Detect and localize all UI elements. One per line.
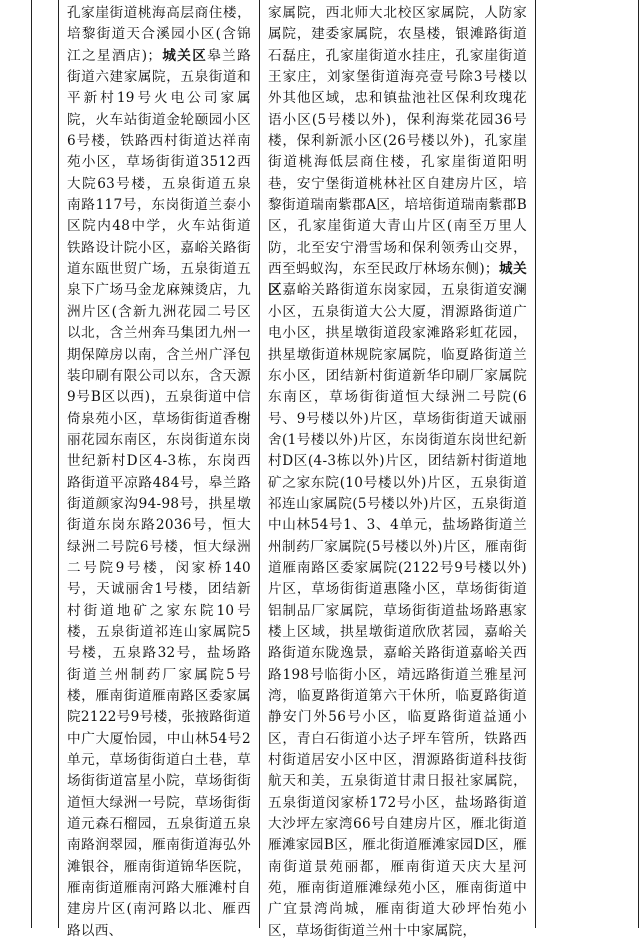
district-heading: 城关区: [161, 47, 208, 64]
table-border: [535, 0, 536, 928]
left-cell-part2: 皋兰路街道六建家属院，五泉街道和平新村19号火电公司家属院，火车站街道金轮颐园小区6号楼，铁路西村街道达祥南苑小区，草场街街道3512西大院63号楼，五泉街道五泉南路117号，东岗街道兰泰小区院内48中学，火车站街道铁路设计院小区，嘉峪关路街道东瓯世贸广场，五泉街道五泉下广场马金龙麻辣烫店，九洲片区(含新九洲花园二号区以北，含兰州奔马集团九州一期保障房以南，含兰州广泽包装印刷有限公司以东，含天源9号B区以西)，五泉街道中信倚泉苑小区，草场街街道香榭丽花园东南区，东岗街道东岗世纪新村D区4-3栋，东岗西路街道平凉路484号，皋兰路街道颜家沟94-98号，拱星墩街道东岗东路2036号，恒大绿洲二号院6号楼，恒大绿洲二号院9号楼，闵家桥140号，天诚丽舍1号楼，团结新村街道地矿之家东院10号楼，五泉街道祁连山家属院5号楼，五泉路32号，盐场路街道兰州制药厂家属院5号楼，雁南街道雁南路区委家属院2122号9号楼，张掖路街道中广大厦怡园，中山林54号2单元，草场街街道白土巷，草场街街道富星小院，草场街街道恒大绿洲一号院，草场街街道元森石榴园，五泉街道五泉南路润翠园，雁南街道海弘外滩银谷，雁南街道锦华医院，雁南街道雁南河路大雁滩村自建房片区(南河路以北、雁西路以西、: [67, 47, 251, 939]
left-cell-text: [67, 3, 251, 942]
table-border: [259, 0, 260, 928]
district-heading: 城关区: [268, 261, 527, 299]
table-border: [638, 0, 639, 928]
left-cell: [59, 0, 258, 939]
right-cell-part2: 嘉峪关路街道东岗家园，五泉街道安澜小区，五泉街道大公大厦，渭源路街道广电小区，拱星墩街道段家滩路彩虹花园，拱星墩街道林规院家属院，临夏路街道兰东小区，团结新村街道新华印刷厂家属院东南区，草场街街道恒大绿洲二号院(6号、9号楼以外)片区，草场街街道天诚丽舍(1号楼以外)片区，东岗街道东岗世纪新村D区(4-3栋以外)片区，团结新村街道地矿之家东院(10号楼以外)片区，五泉街道祁连山家属院(5号楼以外)片区，五泉街道中山林54号1、3、4单元，盐场路街道兰州制药厂家属院(5号楼以外)片区，雁南街道雁南路区委家属院(2122号9号楼以外)片区，草场街街道惠隆小区，草场街街道铝制品厂家属院，草场街街道盐场路惠家楼上区域，拱星墩街道欣欣茗园，嘉峪关路街道东陇逸景，嘉峪关路街道嘉峪关西路198号临街小区，靖远路街道兰雅星河湾，临夏路街道第六干休所，临夏路街道静安门外56号小区，临夏路街道益通小区，青白石街道小达子坪车管所，铁路西村街道居安小区中区，渭源路街道科技街航天和美，五泉街道甘肃日报社家属院，五泉街道闵家桥172号小区，盐场路街道大沙坪左家湾66号自建房片区，雁北街道雁滩家园B区，雁北街道雁滩家园D区，雁南街道景苑丽都，雁南街道天庆大星河苑，雁南街道雁滩绿苑小区，雁南街道中广宜景湾尚城，雁南街道大砂坪怡苑小区，草场街街道兰州十中家属院，: [268, 282, 527, 939]
right-cell: [261, 0, 533, 939]
table-border: [31, 0, 32, 928]
left-cell-part1: 孔家崖街道桃海高层商住楼，培黎街道天合溪园小区(含锦江之星酒店)；: [67, 5, 251, 64]
right-cell-text: [268, 3, 527, 942]
right-cell-part1: 家属院，西北师大北校区家属院，人防家属院，建委家属院，农垦楼，银滩路街道石磊庄，孔家崖街道水挂庄，孔家崖街道王家庄，刘家堡街道海亮壹号除3号楼以外其他区域，忠和镇盐池社区保利玫瑰花语小区(5号楼以外)，保利海棠花园36号楼，保利新派小区(26号楼以外)，孔家崖街道桃海低层商住楼，孔家崖街道阳明巷，安宁堡街道桃林社区自建房片区，培黎街道瑞南紫郡A区，培培街道瑞南紫郡B区，孔家崖街道大青山片区(南至万里人防，北至安宁滑雪场和保利领秀山交界，西至蚂蚁沟，东至民政厅林场东侧)；: [268, 5, 527, 278]
